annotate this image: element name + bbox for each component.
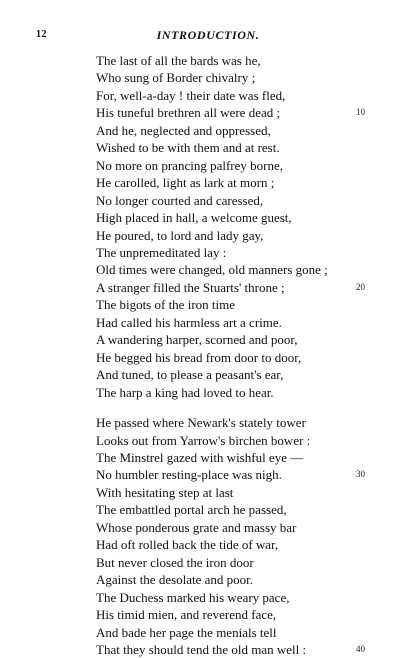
poem-line-text: The unpremeditated lay : xyxy=(96,244,227,260)
stanza xyxy=(96,52,365,401)
poem-line xyxy=(96,414,341,431)
line-number: 40 xyxy=(356,643,365,654)
poem-line xyxy=(96,104,365,121)
poem-line xyxy=(96,279,365,296)
poem-line xyxy=(96,69,341,86)
poem-line-text: High placed in hall, a welcome guest, xyxy=(96,210,292,226)
poem-line xyxy=(96,192,341,209)
poem-line-text: The bigots of the iron time xyxy=(96,297,236,313)
poem-line-text: His tuneful brethren all were dead ; xyxy=(96,105,281,121)
poem-line-text: With hesitating step at last xyxy=(96,484,234,500)
poem-line-text: And tuned, to please a peasant's ear, xyxy=(96,367,284,383)
poem-line-text: He poured, to lord and lady gay, xyxy=(96,227,264,243)
poem-line-text: Looks out from Yarrow's birchen bower : xyxy=(96,432,311,448)
page-number: 12 xyxy=(36,29,47,40)
poem-line xyxy=(96,589,341,606)
poem-line xyxy=(96,554,341,571)
poem-line xyxy=(96,261,341,278)
poem-line xyxy=(96,157,341,174)
poem-line-text: Whose ponderous grate and massy bar xyxy=(96,519,297,535)
poem-line xyxy=(96,366,341,383)
poem-line xyxy=(96,227,341,244)
poem-line-text: But never closed the iron door xyxy=(96,554,254,570)
poem-line xyxy=(96,139,341,156)
poem-line-text: The embattled portal arch he passed, xyxy=(96,502,287,518)
poem-line xyxy=(96,52,341,69)
poem-line-text: The Minstrel gazed with wishful eye — xyxy=(96,449,304,465)
poem-line xyxy=(96,519,341,536)
poem-line xyxy=(96,349,341,366)
poem-line-text: A wandering harper, scorned and poor, xyxy=(96,332,298,348)
poem-line-text: He passed where Newark's stately tower xyxy=(96,415,306,431)
poem-line-text: He carolled, light as lark at morn ; xyxy=(96,175,275,191)
stanza xyxy=(96,414,365,658)
poem-line xyxy=(96,331,341,348)
line-number: 20 xyxy=(356,281,365,292)
poem-line xyxy=(96,174,341,191)
poem-line xyxy=(96,87,341,104)
poem-line xyxy=(96,484,341,501)
poem-line-text: Against the desolate and poor. xyxy=(96,572,254,588)
poem-line xyxy=(96,501,341,518)
poem-line xyxy=(96,384,341,401)
poem-line xyxy=(96,606,341,623)
poem-line-text: And bade her page the menials tell xyxy=(96,624,277,640)
poem-line xyxy=(96,466,365,483)
poem-line-text: Had oft rolled back the tide of war, xyxy=(96,537,279,553)
poem-line-text: Had called his harmless art a crime. xyxy=(96,314,282,330)
poem-line xyxy=(96,449,341,466)
poem-line-text: The harp a king had loved to hear. xyxy=(96,384,274,400)
poem-line xyxy=(96,571,341,588)
poem-line xyxy=(96,432,341,449)
poem-line-text: Old times were changed, old manners gone ; xyxy=(96,262,328,278)
poem-line xyxy=(96,536,341,553)
poem-line xyxy=(96,244,341,261)
poem-line-text: No more on prancing palfrey borne, xyxy=(96,157,283,173)
poem-line xyxy=(96,314,341,331)
poem-line-text: He begged his bread from door to door, xyxy=(96,349,302,365)
poem-line-text: Wished to be with them and at rest. xyxy=(96,140,280,156)
line-number: 30 xyxy=(356,469,365,480)
poem-line-text: His timid mien, and reverend face, xyxy=(96,607,277,623)
poem-line-text: No humbler resting-place was nigh. xyxy=(96,467,282,483)
poem-line-text: For, well-a-day ! their date was fled, xyxy=(96,87,286,103)
poem-line xyxy=(96,641,365,658)
poem-line-text: The Duchess marked his weary pace, xyxy=(96,589,290,605)
poem-line xyxy=(96,624,341,641)
poem-line xyxy=(96,209,341,226)
poem-line-text: A stranger filled the Stuarts' throne ; xyxy=(96,279,285,295)
poem-line-text: And he, neglected and oppressed, xyxy=(96,122,271,138)
poem-line-text: The last of all the bards was he, xyxy=(96,53,261,68)
poem xyxy=(96,52,365,658)
poem-line xyxy=(96,296,341,313)
poem-line-text: That they should tend the old man well : xyxy=(96,641,307,657)
poem-line xyxy=(96,122,341,139)
poem-line-text: Who sung of Border chivalry ; xyxy=(96,70,256,86)
poem-line-text: No longer courted and caressed, xyxy=(96,192,264,208)
running-head: INTRODUCTION. xyxy=(156,28,260,42)
line-number: 10 xyxy=(356,107,365,118)
